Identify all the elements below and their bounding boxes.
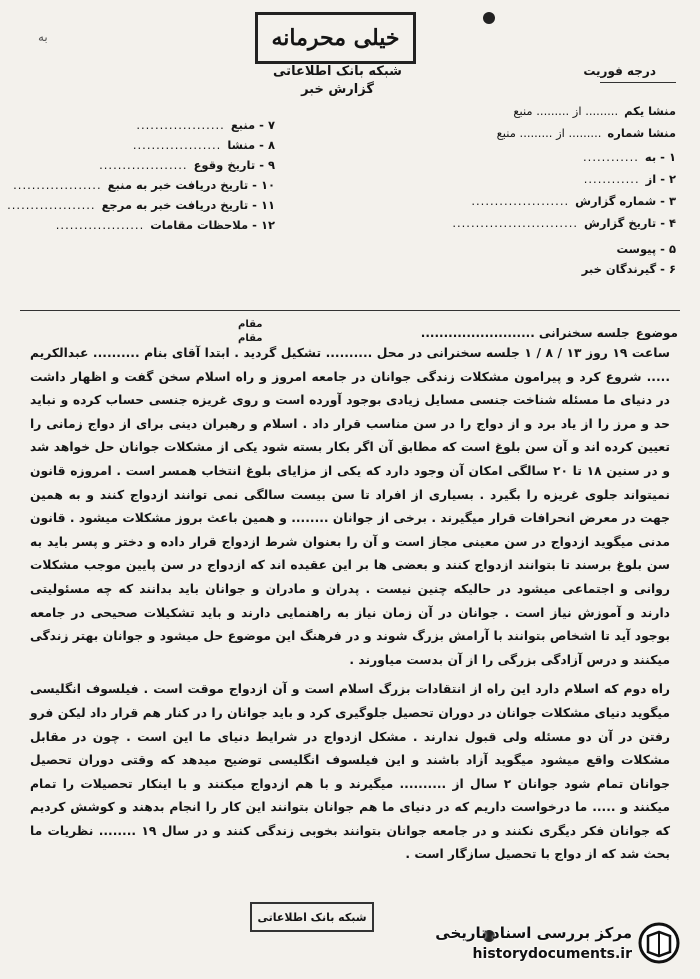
form-field: ۳ - شماره گزارش ..................... [471, 194, 676, 208]
form-field: ۴ - تاریخ گزارش ........................... [452, 216, 676, 230]
watermark-title: مرکز بررسی اسناد تاریخی [435, 924, 632, 942]
form-field: ۸ - منشا ................... [132, 138, 275, 152]
subject-label: موضوع [635, 326, 678, 340]
classification-stamp: خیلی محرمانه [255, 12, 416, 64]
archive-logo-icon [638, 922, 680, 964]
margin-note: مقام مقام [238, 319, 263, 344]
watermark [420, 918, 680, 970]
form-field: منشا شماره ......... از ......... منبع [496, 126, 676, 140]
form-field: ۷ - منبع ................... [136, 118, 275, 132]
form-field: ۶ - گیرندگان خبر [581, 262, 676, 276]
form-field: منشا یکم ......... از ......... منبع [513, 104, 676, 118]
form-field: ۱۰ - تاریخ دریافت خبر به منبع ................... [13, 178, 275, 192]
organization-name: شبکه بانک اطلاعاتی [273, 64, 402, 79]
footer-stamp: شبکه بانک اطلاعاتی [250, 902, 374, 932]
urgency-label: درجه فوریت [583, 64, 656, 78]
form-field: ۹ - تاریخ وقوع ................... [99, 158, 275, 172]
watermark-url: historydocuments.ir [472, 946, 632, 962]
corner-handwriting: به [38, 30, 48, 44]
urgency-underline [600, 82, 676, 83]
report-body [30, 342, 670, 867]
subject-line [421, 326, 678, 340]
report-title: گزارش خبر [301, 82, 374, 97]
body-paragraph: راه دوم که اسلام دارد این راه از انتقادات بزرگ اسلام است و آن ازدواج موقت است . فیلسوف انگلیسی میگوید دنیای مشکلات جوانان در دوران تحصیل جلوگیری کرد و باید جوانان را در کنار هم قرار داد لیکن فرو رفتن در آن دو مسئله ولی قبول ندارند . مشکل ازدواج در شرایط دنیای ما این است . چون در مقابل مشکلات واقع میشود میگوید آزاد باشند و این فیلسوف انگلیسی توضیح میدهد که وقتی دوران تحصیل جوانان تمام شود جوانان ۲ سال از .......... میگیرند و با هم ازدواج میکنند و با اینکار تحصیلات را تمام میکنند و ..... ما درخواست داریم که در دنیای ما هم جوانان بتوانند این کار را انجام بدهند و کوشش کردیم که جوانان فکر دیگری نکنند و در جامعه جوانان بتوانند بخوبی زندگی کنند و در سال ۱۹ ........ نظریات ما بحث شد که از دواج با تحصیل سازگار است . [30, 682, 670, 862]
separator-line [20, 310, 680, 311]
form-field: ۲ - از ............ [583, 172, 676, 186]
form-field: ۵ - پیوست [616, 242, 676, 256]
punch-hole [483, 12, 495, 24]
subject-value: جلسه سخنرانی ......................... [420, 326, 630, 340]
form-field: ۱ - به ............ [583, 150, 676, 164]
form-field: ۱۲ - ملاحظات مقامات ................... [55, 218, 275, 232]
form-field: ۱۱ - تاریخ دریافت خبر به مرجع ................... [7, 198, 275, 212]
body-paragraph: ساعت ۱۹ روز ۱۳ / ۸ / ۱ جلسه سخنرانی در محل .......... تشکیل گردید . ابتدا آقای بنام .......... عبدالکریم ..... شروع کرد و پیرامون مشکلات زندگی جوانان در جامعه امروز و راه اسلام سخن گفت و اظهار داشت در دنیای ما مسئله شناخت جنسی مسایل زیادی بوجود آورده است و روی غریزه جنسی حساب کرده و نباید حد و مرز را از یاد برد و از دواج را در سن مناسب قرار داد . اسلام و رهبران دینی برای از دواج زمانی را تعیین کرده اند و آن سن بلوغ است که مطابق آن اگر بکار بسته شود یکی از مشکلات جوانان حل خواهد شد و در سنین ۱۸ تا ۲۰ سالگی امکان آن وجود دارد که یکی از مزایای بلوغ انتخاب همسر است . امروزه قانون نمیتواند جلوی غریزه را بگیرد . بسیاری از افراد تا سن بیست سالگی نمی توانند ازدواج کنند و به همین جهت در معرض انحرافات قرار میگیرند . برخی از جوانان ........ و همین باعث بروز مشکلات میشود . قانون مدنی میگوید ازدواج در سن معینی مجاز است و آن را بعنوان شرط ازدواج قرار داده و دختر و پسر باید به سن بلوغ برسند تا بتوانند ازدواج کنند و بعضی ها بر این عقیده اند که ازدواج در سن پایین موجب مشکلات روانی و اجتماعی میشود در حالیکه چنین نیست . پدران و مادران و جوانان باید بدانند که چه مسئولیتی دارند و آموزش نیاز است . جوانان در آن زمان نیاز به راهنمایی دارند و باید تشکیلات صحیحی در جامعه بوجود آید تا اشخاص بتوانند با آرامش بزرگ شوند و در فرهنگ این موضوع حل میشود و جوانان بهتر زندگی میکنند و درس آزادگی بزرگی را از آن بدست میاورند . [30, 346, 671, 667]
